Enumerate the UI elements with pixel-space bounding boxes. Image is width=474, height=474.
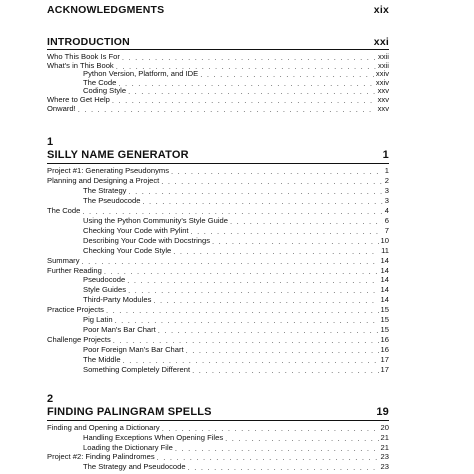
toc-entry-label: The Middle <box>83 355 121 365</box>
toc-entry-page: 2 <box>384 175 389 185</box>
toc-entry[interactable] <box>47 422 389 432</box>
toc-entry-page: xxii <box>378 52 389 61</box>
dot-leader <box>153 297 378 304</box>
toc-entry[interactable] <box>47 314 389 324</box>
heading-page: xxi <box>373 36 389 48</box>
toc-entry-label: Python Version, Platform, and IDE <box>83 69 199 79</box>
toc-entry-label: Something Completely Different <box>83 365 191 374</box>
toc-heading-introduction[interactable] <box>47 36 389 48</box>
toc-entry-page: 16 <box>380 345 389 355</box>
dot-leader <box>188 464 379 471</box>
toc-entry-page: 17 <box>380 365 389 374</box>
dot-leader <box>106 307 379 314</box>
toc-entry-page: 7 <box>384 225 389 235</box>
dot-leader <box>192 367 378 374</box>
toc-entry-label: The Code <box>47 205 81 215</box>
toc-entry-label: Describing Your Code with Docstrings <box>83 235 211 245</box>
toc-entry-label: The Strategy <box>83 185 127 195</box>
toc-entry[interactable] <box>47 442 389 452</box>
toc-entry-label: Loading the Dictionary File <box>83 442 173 452</box>
toc-entry[interactable] <box>47 215 389 225</box>
toc-entry-page: 10 <box>380 235 389 245</box>
toc-entry[interactable] <box>47 185 389 195</box>
toc-entry-page: 21 <box>380 442 389 452</box>
toc-entry-page: xxv <box>377 95 389 104</box>
toc-entry-label: Style Guides <box>83 285 127 295</box>
toc-entry-label: Onward! <box>47 103 76 113</box>
toc-entry-label: Pig Latin <box>83 315 113 325</box>
heading-page: xix <box>373 4 389 16</box>
toc-entry-page: 6 <box>384 215 389 225</box>
toc-entry[interactable] <box>47 195 389 205</box>
toc-entry-label: Who This Book Is For <box>47 52 120 61</box>
toc-entry-page: 15 <box>380 315 389 325</box>
toc-entry-label: What's in This Book <box>47 60 114 70</box>
toc-entry-label: Checking Your Code with Pylint <box>83 225 189 235</box>
toc-entry-label: Coding Style <box>83 86 127 96</box>
toc-entry-label: Project #1: Generating Pseudonyms <box>47 166 169 175</box>
toc-entry-label: Finding and Opening a Dictionary <box>47 423 160 432</box>
toc-entry-label: Poor Man's Bar Chart <box>83 325 156 335</box>
toc-entry-label: Practice Projects <box>47 305 104 315</box>
toc-entry-page: 14 <box>380 265 389 275</box>
dot-leader <box>123 357 379 364</box>
toc-entry[interactable] <box>47 235 389 245</box>
heading-title: ACKNOWLEDGMENTS <box>47 4 165 16</box>
section-rule <box>47 420 389 421</box>
section-rule <box>47 49 389 50</box>
toc-entry-page: xxiv <box>375 77 389 87</box>
toc-entry-label: Further Reading <box>47 265 102 275</box>
toc-entry-label: The Strategy and Pseudocode <box>83 462 186 472</box>
toc-entry[interactable] <box>47 324 389 334</box>
dot-leader <box>82 258 379 265</box>
dot-leader <box>127 277 378 284</box>
toc-entry-label: Project #2: Finding Palindromes <box>47 452 155 462</box>
toc-entry-page: 21 <box>380 432 389 442</box>
toc-entry[interactable] <box>47 364 389 374</box>
toc-entry-label: Using the Python Community's Style Guide <box>83 215 228 225</box>
toc-entry-page: 3 <box>384 195 389 205</box>
toc-entry[interactable] <box>47 245 389 255</box>
dot-leader <box>212 238 379 245</box>
toc-entry-page: 16 <box>380 335 389 345</box>
toc-entry-page: 20 <box>380 423 389 432</box>
toc-entry-page: 11 <box>381 245 389 255</box>
toc-entry[interactable] <box>47 205 389 215</box>
dot-leader <box>186 347 379 354</box>
toc-entry-page: xxv <box>377 86 389 96</box>
toc-heading-chapter-1[interactable] <box>47 149 389 161</box>
toc-entry[interactable] <box>47 255 389 265</box>
toc-entry-page: xxv <box>377 103 389 113</box>
toc-entry[interactable] <box>47 165 389 175</box>
dot-leader <box>191 228 383 235</box>
toc-entry-label: Where to Get Help <box>47 95 110 104</box>
heading-title: SILLY NAME GENERATOR <box>47 149 189 161</box>
toc-entry[interactable] <box>47 103 389 113</box>
heading-title: FINDING PALINGRAM SPELLS <box>47 406 212 418</box>
toc-entry-page: 1 <box>384 166 389 175</box>
dot-leader <box>113 337 379 344</box>
toc-entry-label: Summary <box>47 255 80 265</box>
toc-entry-label: Planning and Designing a Project <box>47 175 160 185</box>
toc-entry-label: Pseudocode <box>83 275 126 285</box>
toc-entry[interactable] <box>47 344 389 354</box>
toc-entry-label: The Pseudocode <box>83 195 141 205</box>
toc-entry-page: 4 <box>384 205 389 215</box>
toc-entry-page: xxii <box>378 60 389 70</box>
toc-entry-page: 14 <box>380 275 389 285</box>
toc-entry[interactable] <box>47 175 389 185</box>
toc-entry-page: xxiv <box>375 69 389 79</box>
toc-entry-label: The Code <box>83 77 117 87</box>
toc-entry-page: 14 <box>380 295 389 305</box>
toc-entry-page: 15 <box>380 325 389 335</box>
chapter-number: 1 <box>47 136 54 148</box>
toc-entry[interactable] <box>47 461 389 471</box>
toc-entry[interactable] <box>47 284 389 294</box>
toc-heading-chapter-2[interactable] <box>47 406 389 418</box>
toc-entry-page: 17 <box>380 355 389 365</box>
toc-entry-page: 14 <box>380 285 389 295</box>
toc-entry[interactable] <box>47 304 389 314</box>
heading-title: INTRODUCTION <box>47 36 130 48</box>
dot-leader <box>78 106 376 113</box>
toc-entry[interactable] <box>47 274 389 284</box>
toc-entry[interactable] <box>47 334 389 344</box>
section-rule <box>47 163 389 164</box>
dot-leader <box>230 218 383 225</box>
toc-heading-acknowledgments[interactable] <box>47 4 389 16</box>
toc-entry[interactable] <box>47 451 389 461</box>
toc-entry-label: Poor Foreign Man's Bar Chart <box>83 345 184 355</box>
toc-entry-label: Challenge Projects <box>47 335 111 345</box>
toc-entry-page: 14 <box>380 255 389 265</box>
chapter-number: 2 <box>47 393 54 405</box>
dot-leader <box>82 208 382 215</box>
toc-entry-label: Checking Your Code Style <box>83 245 172 255</box>
toc-entry-label: Handling Exceptions When Opening Files <box>83 432 224 442</box>
toc-entry[interactable] <box>47 294 389 304</box>
toc-entry[interactable] <box>47 354 389 364</box>
toc-entry-page: 23 <box>380 462 389 472</box>
toc-entry-page: 23 <box>380 452 389 462</box>
heading-page: 1 <box>382 149 389 161</box>
dot-leader <box>128 188 382 195</box>
dot-leader <box>128 287 378 294</box>
toc-entry[interactable] <box>47 265 389 275</box>
dot-leader <box>142 198 382 205</box>
dot-leader <box>171 168 383 175</box>
toc-entry-page: 3 <box>384 185 389 195</box>
heading-page: 19 <box>376 406 389 418</box>
dot-leader <box>158 327 379 334</box>
toc-entry[interactable] <box>47 225 389 235</box>
toc-entry-page: 15 <box>380 305 389 315</box>
dot-leader <box>161 178 382 185</box>
toc-entry-label: Third-Party Modules <box>83 295 152 305</box>
dot-leader <box>104 268 379 275</box>
toc-entry[interactable] <box>47 432 389 442</box>
dot-leader <box>115 317 379 324</box>
dot-leader <box>173 248 379 255</box>
